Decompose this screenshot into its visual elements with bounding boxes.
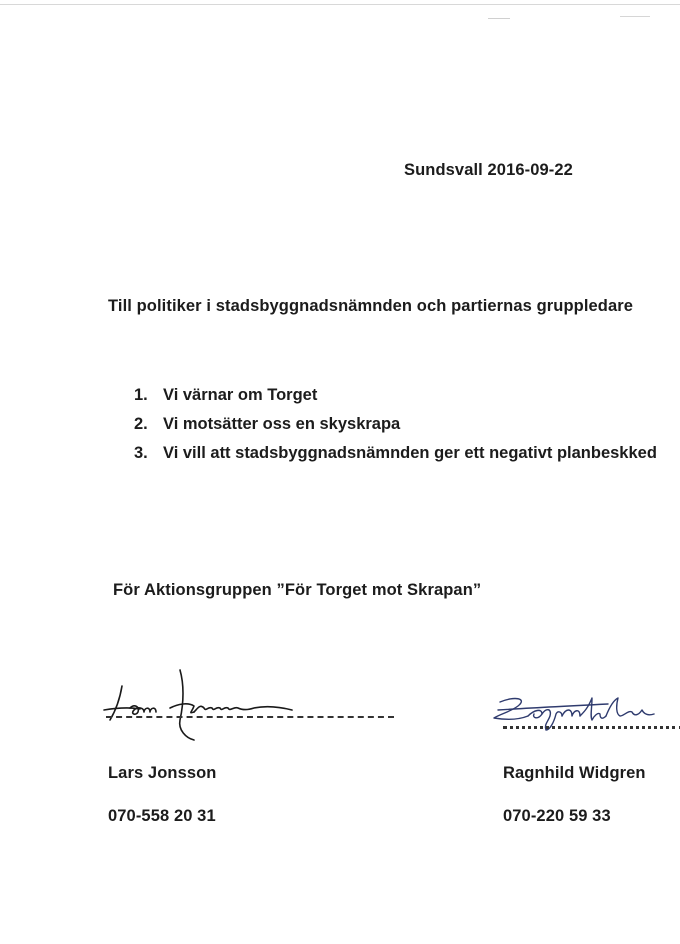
list-item xyxy=(134,444,657,473)
list-item-number: 2. xyxy=(134,415,148,433)
group-line: För Aktionsgruppen ”För Torget mot Skrapan” xyxy=(113,581,482,599)
signatory-name: Lars Jonsson xyxy=(108,764,217,782)
signature-line xyxy=(503,726,680,729)
list-item-text: Vi vill att stadsbyggnadsnämnden ger ett negativt planbeskked xyxy=(163,444,657,462)
scan-edge-line xyxy=(0,4,680,5)
addressee-line: Till politiker i stadsbyggnadsnämnden och partiernas gruppledare xyxy=(108,297,634,315)
list-item xyxy=(134,415,657,444)
signature-line xyxy=(106,716,394,718)
list-item-number: 3. xyxy=(134,444,148,462)
signatory-name: Ragnhild Widgren xyxy=(503,764,646,782)
scan-mark xyxy=(620,16,650,17)
list-item-text: Vi värnar om Torget xyxy=(163,386,318,404)
points-list xyxy=(134,386,657,473)
list-item-text: Vi motsätter oss en skyskrapa xyxy=(163,415,401,433)
list-item-number: 1. xyxy=(134,386,148,404)
date-line: Sundsvall 2016-09-22 xyxy=(404,161,573,179)
signature-lars-jonsson xyxy=(100,664,305,744)
signatory-phone: 070-220 59 33 xyxy=(503,807,611,825)
signatory-phone: 070-558 20 31 xyxy=(108,807,216,825)
list-item xyxy=(134,386,657,415)
scan-mark xyxy=(488,18,510,19)
